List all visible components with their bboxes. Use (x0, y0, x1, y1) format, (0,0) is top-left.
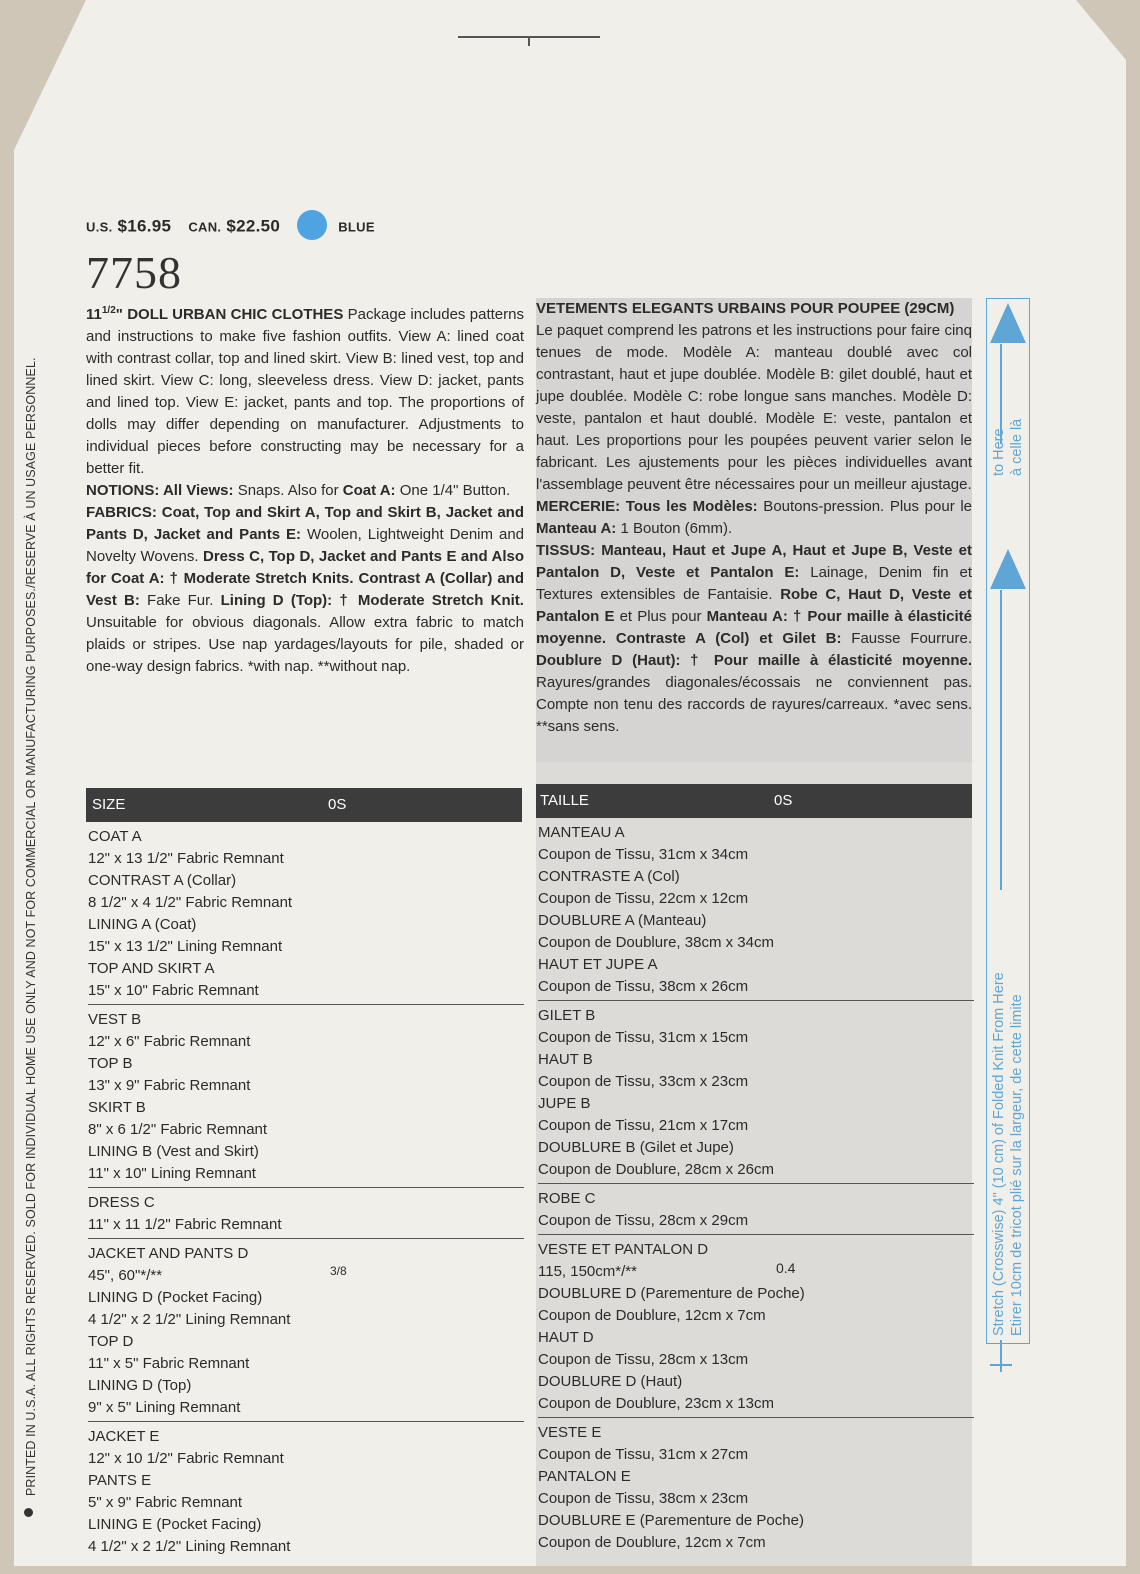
table-item-label: HAUT B (538, 1051, 593, 1068)
table-item-label: LINING A (Coat) (88, 916, 197, 933)
table-item-label: LINING D (Pocket Facing) (88, 1289, 263, 1306)
gauge-bottom-label (990, 972, 1026, 1336)
table-item-label: HAUT ET JUPE A (538, 956, 658, 973)
table-item-value: Coupon de Tissu, 28cm x 13cm (538, 1351, 749, 1368)
table-item-label: GILET B (538, 1007, 596, 1024)
table-group (88, 826, 524, 1005)
table-item-label: PANTALON E (538, 1468, 631, 1485)
gauge-end-mark (990, 1364, 1012, 1366)
gauge-bottom-fr: Etirer 10cm de tricot plié sur la largeur, de cette limite (1009, 994, 1025, 1336)
table-item-label: CONTRASTE A (Col) (538, 868, 680, 885)
gauge-line (1000, 1340, 1002, 1372)
tissus-text-2: Robe C, Haut D, Veste et Pantalon E (536, 586, 972, 625)
table-group (538, 1239, 974, 1418)
table-item-label: DOUBLURE E (Parementure de Poche) (538, 1512, 804, 1529)
table-item-label: JACKET AND PANTS D (88, 1245, 249, 1262)
french-intro-text: Le paquet comprend les patrons et les instructions pour faire cinq tenues de mode. Modèle A: manteau doublé avec col contrastant, haut et jupe doublée. Modèle B: gilet doublé, haut et jupe doublée. Modèle C: robe longue sans manches. Modèle D: veste, pantalon et haut doublé. Modèle E: veste, pantalon et haut. Les proportions pour les poupées peuvent varier selon le fabricant. Les ajustements pour les pièces individuelles avant l'assemblage peuvent être nécessaires pour un meilleur ajustage. (536, 322, 972, 493)
table-item-label: VESTE ET PANTALON D (538, 1241, 709, 1258)
table-item-value: Coupon de Tissu, 31cm x 15cm (538, 1029, 749, 1046)
tissus-text-5: Fausse Fourrure. (841, 630, 972, 647)
table-item-value: 8 1/2" x 4 1/2" Fabric Remnant (88, 894, 293, 911)
tissus-text-1: Lainage, Denim fin et Textures extensibles de Fantaisie. (536, 564, 973, 603)
gauge-bottom-en: Stretch (Crosswise) 4" (10 cm) of Folded Knit From Here (991, 972, 1007, 1336)
mercerie-manteau: Manteau A: (536, 520, 617, 537)
table-group (538, 1188, 974, 1235)
table-item-value: 115, 150cm*/** (538, 1263, 637, 1280)
table-group (538, 1005, 974, 1184)
table-item-label: LINING E (Pocket Facing) (88, 1516, 262, 1533)
tissus-text-4: Manteau A: † Pour maille à élasticité moyenne. Contraste A (Col) et Gilet B: (536, 608, 972, 647)
table-item-value: 11" x 11 1/2" Fabric Remnant (88, 1216, 282, 1233)
english-description (86, 300, 524, 678)
english-title: " DOLL URBAN CHIC CLOTHES (115, 306, 344, 323)
table-group (88, 1243, 524, 1422)
gauge-line (1000, 590, 1002, 890)
table-item-value: 13" x 9" Fabric Remnant (88, 1077, 251, 1094)
gauge-top-en: to Here (991, 428, 1007, 476)
jacket-d-yardage: 3/8 (330, 1264, 347, 1278)
fabrics-text-3: Fake Fur. (139, 592, 221, 609)
table-item-label: DOUBLURE B (Gilet et Jupe) (538, 1139, 734, 1156)
table-item-value: Coupon de Tissu, 33cm x 23cm (538, 1073, 749, 1090)
table-item-label: HAUT D (538, 1329, 594, 1346)
fabrics-text-4: Lining D (Top): † Moderate Stretch Knit. (220, 592, 524, 609)
table-item-value: 11" x 10" Lining Remnant (88, 1165, 256, 1182)
table-item-value: Coupon de Doublure, 12cm x 7cm (538, 1534, 766, 1551)
table-item-label: CONTRAST A (Collar) (88, 872, 237, 889)
color-label: BLUE (338, 219, 375, 235)
fold-tick (528, 36, 530, 46)
table-item-label: VESTE E (538, 1424, 602, 1441)
table-item-value: Coupon de Tissu, 21cm x 17cm (538, 1117, 749, 1134)
fabrics-text-1: Woolen, Lightweight Denim and Novelty Wovens. (86, 526, 525, 565)
gauge-top-fr: à celle là (1009, 418, 1025, 476)
table-item-label: DOUBLURE D (Haut) (538, 1373, 683, 1390)
table-item-value: Coupon de Tissu, 31cm x 34cm (538, 846, 749, 863)
notions-label: NOTIONS: All Views: (86, 482, 234, 499)
can-price: $22.50 (226, 216, 281, 236)
fabrics (86, 502, 524, 678)
table-group (538, 822, 974, 1001)
can-label: CAN. (188, 219, 222, 235)
table-item-value: 45", 60"*/** (88, 1267, 163, 1284)
veste-d-yardage: 0.4 (776, 1260, 796, 1276)
bullet-icon (24, 1508, 33, 1517)
size-header-value: 0S (328, 796, 347, 813)
table-item-value: Coupon de Tissu, 38cm x 26cm (538, 978, 749, 995)
table-item-value: Coupon de Doublure, 12cm x 7cm (538, 1307, 766, 1324)
tissus-text-3: et Plus pour (614, 608, 707, 625)
table-item-value: 12" x 10 1/2" Fabric Remnant (88, 1450, 284, 1467)
table-item-label: DOUBLURE A (Manteau) (538, 912, 707, 929)
side-notice: PRINTED IN U.S.A. ALL RIGHTS RESERVED. SOLD FOR INDIVIDUAL HOME USE ONLY AND NOT FOR COMMERCIAL OR MANUFACTURING PURPOSES./RESERVE À UN USAGE PERSONNEL. (24, 357, 38, 1496)
fabrics-text-5: Unsuitable for obvious diagonals. Allow extra fabric to match plaids or stripes. Use nap yardages/layouts for pile, shaded or one-way design fabrics. *with nap. **without nap. (86, 614, 524, 675)
table-item-value: 15" x 10" Fabric Remnant (88, 982, 259, 999)
size-table-fr (538, 822, 974, 1560)
table-item-value: Coupon de Doublure, 38cm x 34cm (538, 934, 774, 951)
table-item-value: 4 1/2" x 2 1/2" Lining Remnant (88, 1538, 291, 1555)
mercerie-end: 1 Bouton (6mm). (616, 520, 733, 537)
notions-end: One 1/4" Button. (395, 482, 511, 499)
table-item-label: TOP B (88, 1055, 133, 1072)
table-item-value: 9" x 5" Lining Remnant (88, 1399, 241, 1416)
table-item-value: Coupon de Doublure, 28cm x 26cm (538, 1161, 774, 1178)
notions-text: Snaps. Also for (233, 482, 343, 499)
pattern-number: 7758 (86, 247, 182, 298)
english-intro (86, 300, 524, 480)
tissus-text-7: Rayures/grandes diagonales/écossais ne conviennent pas. Compte non tenu des raccords de rayures/carreaux. *avec sens. **sans sens. (536, 674, 972, 735)
mercerie-label: MERCERIE: Tous les Modèles: (536, 498, 758, 515)
table-item-label: VEST B (88, 1011, 142, 1028)
tissus-label: TISSUS: Manteau, Haut et Jupe A, Haut et Jupe B, Veste et Pantalon D, Veste et Pantalon E: (536, 542, 972, 581)
notions-coat: Coat A: (342, 482, 396, 499)
table-item-label: JUPE B (538, 1095, 591, 1112)
table-item-label: MANTEAU A (538, 824, 625, 841)
table-item-label: LINING B (Vest and Skirt) (88, 1143, 259, 1160)
fabrics-text-2: Dress C, Top D, Jacket and Pants E and Also for Coat A: † Moderate Stretch Knits. Contrast A (Collar) and Vest B: (86, 548, 525, 609)
table-item-label: ROBE C (538, 1190, 596, 1207)
table-item-value: 4 1/2" x 2 1/2" Lining Remnant (88, 1311, 291, 1328)
french-intro (536, 298, 972, 496)
table-item-value: Coupon de Doublure, 23cm x 13cm (538, 1395, 774, 1412)
english-intro-text: Package includes patterns and instructions to make five fashion outfits. View A: lined coat with contrast collar, top and lined skirt. View B: lined vest, top and lined skirt. View C: long, sleeveless dress. View D: jacket, pants and lined top. View E: jacket, pants and top. The proportions of dolls may differ depending on manufacturer. Adjustments to individual pieces before constructing may be necessary for a better fit. (86, 306, 524, 477)
title-prefix: 11 (86, 306, 102, 323)
us-price: $16.95 (117, 216, 172, 236)
tissus (536, 540, 972, 738)
price-line (86, 212, 375, 242)
table-item-value: Coupon de Tissu, 38cm x 23cm (538, 1490, 749, 1507)
arrow-up-icon (990, 303, 1026, 343)
notions (86, 480, 524, 502)
table-group (88, 1426, 524, 1560)
french-title: VETEMENTS ELEGANTS URBAINS POUR POUPEE (29CM) (536, 300, 955, 317)
table-item-value: 12" x 13 1/2" Fabric Remnant (88, 850, 284, 867)
table-item-label: LINING D (Top) (88, 1377, 192, 1394)
size-header (86, 788, 522, 822)
table-item-label: TOP D (88, 1333, 134, 1350)
table-item-label: DOUBLURE D (Parementure de Poche) (538, 1285, 805, 1302)
table-item-label: JACKET E (88, 1428, 160, 1445)
taille-header (536, 784, 972, 818)
table-item-value: 12" x 6" Fabric Remnant (88, 1033, 251, 1050)
table-item-label: COAT A (88, 828, 142, 845)
table-item-value: Coupon de Tissu, 22cm x 12cm (538, 890, 749, 907)
taille-header-value: 0S (774, 792, 793, 809)
mercerie (536, 496, 972, 540)
table-group (88, 1192, 524, 1239)
tissus-text-6: Doublure D (Haut): † Pour maille à élasticité moyenne. (536, 652, 972, 669)
table-item-value: 11" x 5" Fabric Remnant (88, 1355, 250, 1372)
table-item-label: SKIRT B (88, 1099, 146, 1116)
color-dot-icon (297, 210, 327, 240)
arrow-up-icon (990, 549, 1026, 589)
table-item-label: DRESS C (88, 1194, 155, 1211)
size-table-en (88, 826, 524, 1564)
french-description (536, 298, 972, 762)
size-header-label: SIZE (92, 796, 126, 813)
table-item-value: Coupon de Tissu, 28cm x 29cm (538, 1212, 749, 1229)
table-item-label: TOP AND SKIRT A (88, 960, 215, 977)
table-item-label: PANTS E (88, 1472, 152, 1489)
table-group (88, 1009, 524, 1188)
taille-header-label: TAILLE (540, 792, 589, 809)
table-item-value: 5" x 9" Fabric Remnant (88, 1494, 243, 1511)
table-item-value: 15" x 13 1/2" Lining Remnant (88, 938, 283, 955)
gauge-top-label (990, 419, 1026, 476)
mercerie-text: Boutons-pression. Plus pour le (757, 498, 972, 515)
title-fraction: 1/2 (101, 305, 116, 316)
table-group (538, 1422, 974, 1556)
table-item-value: 8" x 6 1/2" Fabric Remnant (88, 1121, 268, 1138)
fabrics-label: FABRICS: Coat, Top and Skirt A, Top and Skirt B, Jacket and Pants D, Jacket and Pants E: (86, 504, 524, 543)
us-label: U.S. (86, 219, 113, 235)
table-item-value: Coupon de Tissu, 31cm x 27cm (538, 1446, 749, 1463)
